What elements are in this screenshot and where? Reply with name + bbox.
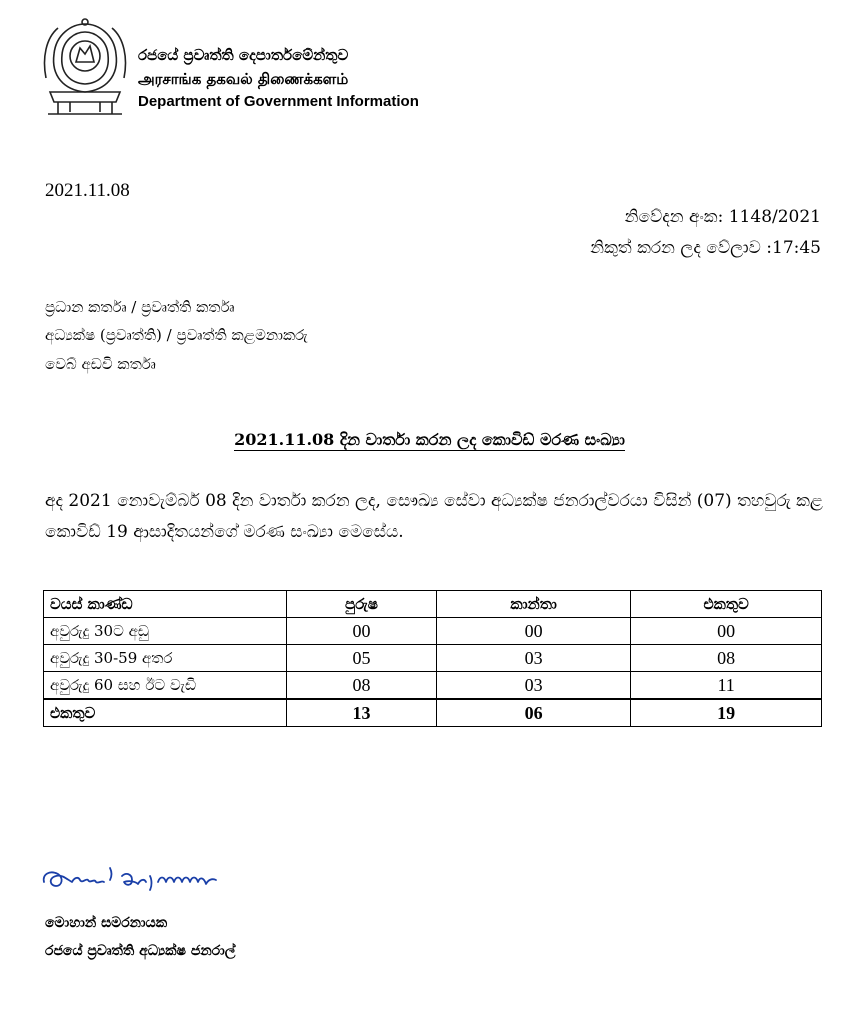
handwritten-signature [40,862,270,912]
document-title: 2021.11.08 දින වාර්තා කරන ලද කොවිඩ් මරණ සංඛ්‍යා [234,430,625,449]
signer-title: රජයේ ප්‍රවෘත්ති අධ්‍යක්ෂ ජනරාල් [45,943,236,959]
total-male-cell: 13 [287,699,437,727]
total-cell: 08 [631,645,822,672]
total-cell: 11 [631,672,822,700]
department-name-sinhala: රජයේ ප්‍රවෘත්ති දෙපාර්තමේන්තුව [138,46,349,64]
total-cell: 00 [631,618,822,645]
header-age-group: වයස් කාණ්ඩ [44,591,287,618]
age-group-cell: අවුරුදු 30-59 අතර [44,645,287,672]
addressee-line: වෙබ් අඩවි කර්තෘ [45,355,156,373]
header-male: පුරුෂ [287,591,437,618]
header-female: කාන්තා [436,591,630,618]
addressee-line: අධ්‍යක්ෂ (ප්‍රවෘත්ති) / ප්‍රවෘත්ති කළමනාකරු [45,326,308,344]
male-cell: 00 [287,618,437,645]
table-header-row [44,591,822,618]
release-number: නිවේදන අංක: 1148/2021 [624,207,821,227]
document-title-wrapper [0,430,859,450]
grand-total-cell: 19 [631,699,822,727]
release-time: නිකුත් කරන ලද වේලාව :17:45 [590,238,821,258]
addressee-line: ප්‍රධාන කර්තෘ / ප්‍රවෘත්ති කර්තෘ [45,298,235,316]
male-cell: 08 [287,672,437,700]
age-group-cell: අවුරුදු 30ට අඩු [44,618,287,645]
total-label-cell: එකතුව [44,699,287,727]
department-name-tamil: அரசாங்க தகவல் திணைக்களம் [138,70,349,88]
header-total: එකතුව [631,591,822,618]
table-total-row [44,699,822,727]
table-row [44,672,822,700]
covid-deaths-table [43,590,822,727]
female-cell: 03 [436,672,630,700]
sri-lanka-emblem-icon [40,18,130,118]
female-cell: 00 [436,618,630,645]
department-name-english: Department of Government Information [138,93,419,110]
female-cell: 03 [436,645,630,672]
signer-name: මොහාන් සමරනායක [45,915,168,931]
male-cell: 05 [287,645,437,672]
document-date: 2021.11.08 [45,180,130,201]
age-group-cell: අවුරුදු 60 සහ ඊට වැඩි [44,672,287,700]
total-female-cell: 06 [436,699,630,727]
table-row [44,645,822,672]
table-row [44,618,822,645]
body-paragraph: අද 2021 නොවැම්බර් 08 දින වාර්තා කරන ලද, සෞඛ්‍ය සේවා අධ්‍යක්ෂ ජනරාල්වරයා විසින් (07) තහවුරු කළ කොවිඩ් 19 ආසාදිතයන්ගේ මරණ සංඛ්‍යා මෙසේය. [45,491,823,542]
